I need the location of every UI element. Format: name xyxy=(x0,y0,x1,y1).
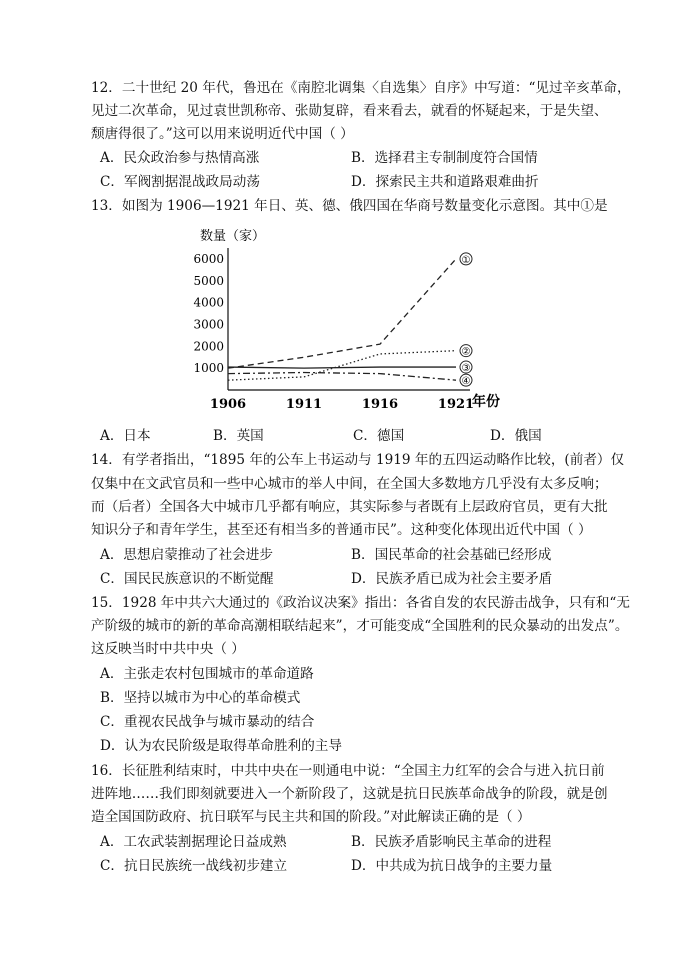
q13-option-c: C．德国 xyxy=(353,428,405,444)
q14-option-c: C．国民民族意识的不断觉醒 xyxy=(100,571,274,587)
x-tick-label: 1916 xyxy=(361,397,399,412)
q16-option-b: B．民族矛盾影响民主革命的进程 xyxy=(351,834,552,850)
chart-x-axis-label: 年份 xyxy=(472,394,500,410)
y-tick-label: 3000 xyxy=(193,317,224,332)
q12-option-b: B．选择君主专制制度符合国情 xyxy=(351,150,538,166)
q15-stem-line-1: 15．1928 年中共六大通过的《政治议决案》指出：各省自发的农民游击战争，只有和“无 xyxy=(91,595,630,611)
q15-option-d: D．认为农民阶级是取得革命胜利的主导 xyxy=(100,738,342,754)
q14-option-a: A．思想启蒙推动了社会进步 xyxy=(100,547,273,563)
y-tick-label: 6000 xyxy=(193,251,224,266)
q14-stem-line-3: 而（后者）全国各大中城市几乎都有响应，其实际参与者既有上层政府官员，更有大批 xyxy=(91,499,608,515)
q16-option-a: A．工农武装割据理论日益成熟 xyxy=(100,834,287,850)
x-tick-label: 1911 xyxy=(285,397,323,412)
series-label-3: ③ xyxy=(461,363,471,375)
q14-stem-line-2: 仅集中在文武官员和一些中心城市的举人中间，在全国大多数地方几乎没有太多反响； xyxy=(91,476,608,492)
y-tick-label: 5000 xyxy=(193,273,224,288)
q12-stem-line-1: 12．二十世纪 20 年代，鲁迅在《南腔北调集〈自选集〉自序》中写道：“见过辛亥革命， xyxy=(91,80,631,96)
q12-stem-line-2: 见过二次革命，见过袁世凯称帝、张勋复辟，看来看去，就看的怀疑起来，于是失望、 xyxy=(91,103,608,119)
merchant-count-chart xyxy=(180,220,540,420)
x-tick-label: 1906 xyxy=(209,397,247,412)
q15-option-b: B．坚持以城市为中心的革命模式 xyxy=(100,690,301,706)
q14-stem-line-1: 14．有学者指出，“1895 年的公车上书运动与 1919 年的五四运动略作比较，(前者）仅 xyxy=(91,452,625,468)
y-tick-label: 4000 xyxy=(193,295,224,310)
q12-option-d: D．探索民主共和道路艰难曲折 xyxy=(351,174,539,190)
chart-y-axis-label: 数量（家） xyxy=(200,229,266,244)
q12-stem-line-3: 颓唐得很了。”这可以用来说明近代中国（ ） xyxy=(91,126,354,142)
y-tick-label: 2000 xyxy=(193,339,224,354)
series-line-3 xyxy=(228,367,456,368)
y-tick-label: 1000 xyxy=(193,361,224,376)
q12-option-a: A．民众政治参与热情高涨 xyxy=(100,150,260,166)
series-line-2 xyxy=(228,351,456,380)
q16-stem-line-2: 进阵地……我们即刻就要进入一个新阶段了，这就是抗日民族革命战争的阶段，就是创 xyxy=(91,786,608,802)
q16-option-c: C．抗日民族统一战线初步建立 xyxy=(100,858,288,874)
q15-stem-line-3: 这反映当时中共中央（ ） xyxy=(91,641,245,657)
q15-stem-line-2: 产阶级的城市的新的革命高潮相联结起来”，才可能变成“全国胜利的民众暴动的出发点”。 xyxy=(91,618,629,634)
q14-option-d: D．民族矛盾已成为社会主要矛盾 xyxy=(351,571,553,587)
q15-option-a: A．主张走农村包围城市的革命道路 xyxy=(100,666,314,682)
q12-option-c: C．军阀割据混战政局动荡 xyxy=(100,174,260,190)
q13-option-d: D．俄国 xyxy=(490,428,542,444)
x-tick-label: 1921 xyxy=(437,397,475,412)
series-label-1: ① xyxy=(461,254,471,266)
q16-option-d: D．中共成为抗日战争的主要力量 xyxy=(351,858,553,874)
q16-stem-line-3: 造全国国防政府、抗日联军与民主共和国的阶段。”对此解读正确的是（ ） xyxy=(91,809,531,825)
series-label-4: ④ xyxy=(461,376,471,388)
q13-stem: 13．如图为 1906—1921 年日、英、德、俄四国在华商号数量变化示意图。其中①是 xyxy=(91,198,608,214)
q14-stem-line-4: 知识分子和青年学生，甚至还有相当多的普通市民”。这种变化体现出近代中国（ ） xyxy=(91,522,592,538)
series-label-2: ② xyxy=(461,346,471,358)
q13-option-a: A．日本 xyxy=(100,428,151,444)
q13-option-b: B．英国 xyxy=(213,428,264,444)
q15-option-c: C．重视农民战争与城市暴动的结合 xyxy=(100,714,315,730)
series-line-4 xyxy=(228,373,456,381)
q16-stem-line-1: 16．长征胜利结束时，中共中央在一则通电中说：“全国主力红军的会合与进入抗日前 xyxy=(91,763,605,779)
q14-option-b: B．国民革命的社会基础已经形成 xyxy=(351,547,552,563)
